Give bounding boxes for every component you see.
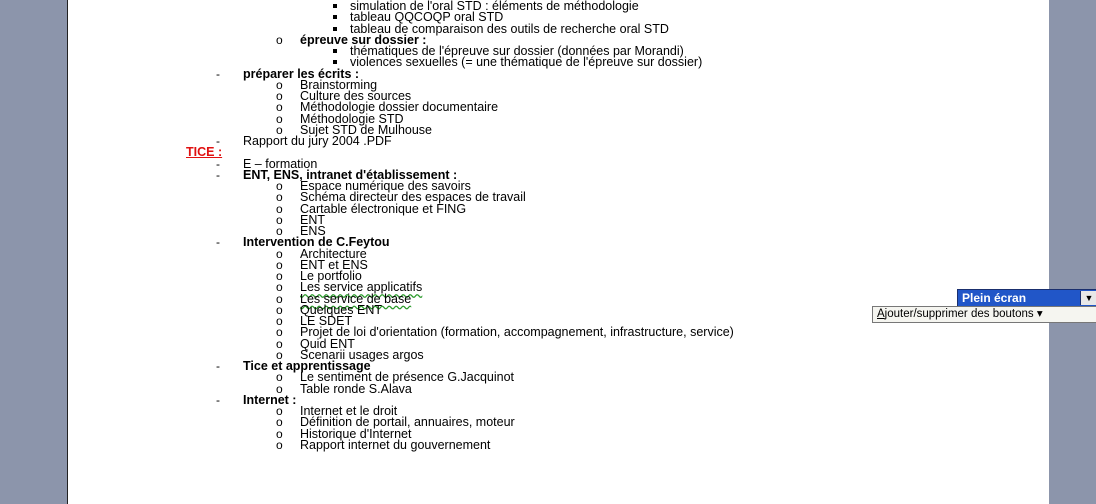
outline-line <box>68 360 1050 372</box>
outline-line-text: Les service applicatifs <box>300 280 423 295</box>
circle-bullet-icon: o <box>276 122 283 137</box>
outline-line <box>68 79 1050 91</box>
outline-line-text: Le sentiment de présence G.Jacquinot <box>300 370 515 385</box>
outline-line-text: ENT et ENS <box>300 257 368 272</box>
outline-line-text: Sujet STD de Mulhouse <box>300 122 433 137</box>
circle-bullet-icon: o <box>276 89 283 103</box>
full-screen-toolbar[interactable] <box>957 289 1096 307</box>
square-bullet-icon <box>333 15 337 19</box>
outline-line-text: Quelques ENT <box>300 302 382 317</box>
outline-line-text: simulation de l'oral STD : éléments de méthodologie <box>350 0 639 13</box>
circle-bullet-icon: o <box>276 314 283 328</box>
circle-bullet-icon: o <box>276 381 283 396</box>
circle-bullet-icon: o <box>276 179 283 193</box>
right-gutter <box>1049 0 1096 504</box>
outline-line <box>68 326 1050 338</box>
document-page[interactable] <box>67 0 1051 504</box>
dash-bullet-icon: - <box>216 392 220 407</box>
dash-bullet-icon: - <box>216 156 220 171</box>
outline-line <box>68 270 1050 282</box>
outline-line-text: Internet et le droit <box>300 404 398 418</box>
outline-line <box>68 68 1050 80</box>
circle-bullet-icon: o <box>276 415 283 430</box>
dash-bullet-icon: - <box>216 66 220 81</box>
outline-line-text: E – formation <box>243 156 318 171</box>
outline-line-text: Architecture <box>300 246 367 261</box>
circle-bullet-icon: o <box>276 426 283 441</box>
outline-line-text: Les service de base <box>300 291 412 306</box>
circle-bullet-icon: o <box>276 370 283 385</box>
outline-line <box>68 169 1050 181</box>
outline-line-text: Le portfolio <box>300 269 362 283</box>
circle-bullet-icon: o <box>276 347 283 362</box>
dash-bullet-icon: - <box>216 167 220 182</box>
outline-line-text: Internet : <box>243 392 297 407</box>
circle-bullet-icon: o <box>276 32 283 47</box>
add-remove-buttons-menu-item[interactable] <box>872 306 1096 323</box>
circle-bullet-icon: o <box>276 404 283 418</box>
dash-bullet-icon: - <box>216 235 220 250</box>
outline-line-text: Historique d'Internet <box>300 426 412 441</box>
square-bullet-icon <box>333 27 337 31</box>
circle-bullet-icon: o <box>276 111 283 126</box>
outline-line <box>68 281 1050 293</box>
circle-bullet-icon: o <box>276 437 283 452</box>
outline-line-text: Culture des sources <box>300 89 412 103</box>
outline-line-text: Rapport du jury 2004 .PDF <box>243 134 392 148</box>
outline-line-text: LE SDET <box>300 314 353 328</box>
outline-line <box>68 0 1050 12</box>
outline-line <box>68 236 1050 248</box>
outline-line-text: Projet de loi d'orientation (formation, accompagnement, infrastructure, service) <box>300 325 734 340</box>
square-bullet-icon <box>333 4 337 8</box>
circle-bullet-icon: o <box>276 280 283 295</box>
outline-line <box>68 90 1050 102</box>
chevron-down-icon[interactable]: ▼ <box>1080 291 1096 305</box>
outline-line-text: Scenarii usages argos <box>300 347 424 362</box>
full-screen-toolbar-title: Plein écran <box>962 291 1027 305</box>
outline-line-text: Schéma directeur des espaces de travail <box>300 190 526 205</box>
outline-line <box>68 101 1050 113</box>
circle-bullet-icon: o <box>276 246 283 261</box>
outline-line-text: Quid ENT <box>300 336 355 351</box>
menu-item-label: jouter/supprimer des boutons <box>884 308 1034 320</box>
circle-bullet-icon: o <box>276 212 283 227</box>
outline-line-text: violences sexuelles (= une thématique de l'épreuve sur dossier) <box>350 55 703 70</box>
outline-line-text: Méthodologie dossier documentaire <box>300 100 499 115</box>
circle-bullet-icon: o <box>276 325 283 340</box>
outline-list <box>68 0 1050 504</box>
square-bullet-icon <box>333 49 337 53</box>
outline-line-text: ENT, ENS, intranet d'établissement : <box>243 167 458 182</box>
outline-line-text: Table ronde S.Alava <box>300 381 412 396</box>
outline-line <box>68 293 1050 305</box>
outline-line-text: ENS <box>300 224 326 238</box>
outline-line-text: tableau QQCOQP oral STD <box>350 10 504 25</box>
outline-line-text: Méthodologie STD <box>300 111 404 126</box>
circle-bullet-icon: o <box>276 100 283 115</box>
outline-line-text: préparer les écrits : <box>243 66 360 81</box>
outline-line <box>68 248 1050 260</box>
outline-line-text: tableau de comparaison des outils de recherche oral STD <box>350 21 669 36</box>
outline-line <box>68 214 1050 226</box>
outline-line <box>68 439 1050 451</box>
outline-line-text: thématiques de l'épreuve sur dossier (données par Morandi) <box>350 44 684 58</box>
outline-line-text: Rapport internet du gouvernement <box>300 437 491 452</box>
outline-line-text: Espace numérique des savoirs <box>300 179 471 193</box>
outline-line <box>68 394 1050 406</box>
circle-bullet-icon: o <box>276 269 283 283</box>
outline-line-text: Cartable électronique et FING <box>300 201 467 216</box>
menu-arrow-icon: ▾ <box>1036 308 1043 320</box>
outline-line-text: ENT <box>300 212 325 227</box>
left-gutter <box>0 0 67 504</box>
dash-bullet-icon: - <box>216 359 220 373</box>
outline-line-text: Brainstorming <box>300 77 378 92</box>
outline-line-text: TICE : <box>186 145 223 160</box>
outline-line <box>68 416 1050 428</box>
square-bullet-icon <box>333 60 337 64</box>
outline-line <box>68 191 1050 203</box>
outline-line <box>68 203 1050 215</box>
dash-bullet-icon: - <box>216 134 220 148</box>
circle-bullet-icon: o <box>276 336 283 351</box>
outline-line <box>68 371 1050 383</box>
circle-bullet-icon: o <box>276 190 283 205</box>
outline-line <box>68 180 1050 192</box>
outline-line <box>68 428 1050 440</box>
circle-bullet-icon: o <box>276 291 283 306</box>
circle-bullet-icon: o <box>276 224 283 238</box>
outline-line-text: épreuve sur dossier : <box>300 32 427 47</box>
circle-bullet-icon: o <box>276 201 283 216</box>
circle-bullet-icon: o <box>276 302 283 317</box>
outline-line <box>68 23 1050 35</box>
outline-line <box>68 113 1050 125</box>
outline-line-text: Intervention de C.Feytou <box>243 235 390 250</box>
menu-item-mnemonic: A <box>877 308 885 320</box>
circle-bullet-icon: o <box>276 77 283 92</box>
circle-bullet-icon: o <box>276 257 283 272</box>
outline-line <box>68 405 1050 417</box>
outline-line <box>68 338 1050 350</box>
outline-line-text: Définition de portail, annuaires, moteur <box>300 415 515 430</box>
outline-line <box>68 259 1050 271</box>
outline-line-text: Tice et apprentissage <box>243 359 371 373</box>
